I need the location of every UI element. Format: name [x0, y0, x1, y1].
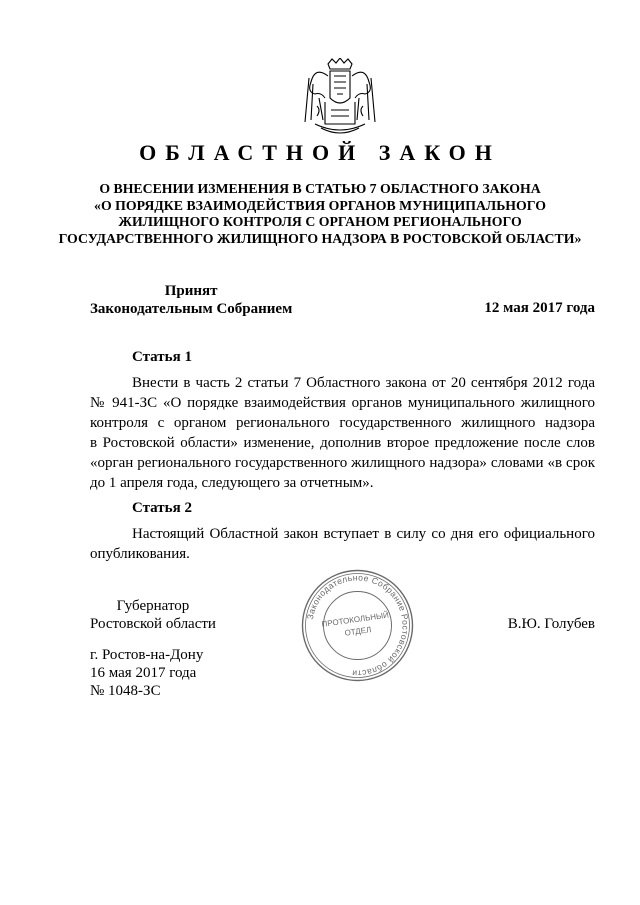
- article-1-text: [90, 373, 595, 493]
- signatory-title-line: Ростовской области: [90, 616, 216, 632]
- subtitle-line: ГОСУДАРСТВЕННОГО ЖИЛИЩНОГО НАДЗОРА В РОСТОВСКОЙ ОБЛАСТИ»: [58, 230, 582, 246]
- article-1-line: в Ростовской области» изменение, дополнив второе предложение после слов: [90, 435, 595, 451]
- article-1-line: Внести в часть 2 статьи 7 Областного закона от 20 сентября 2012 года: [132, 375, 595, 391]
- stamp-inner-line: ПРОТОКОЛЬНЫЙ: [321, 610, 390, 629]
- law-number: № 1048-ЗС: [90, 683, 161, 699]
- signing-date: 16 мая 2017 года: [90, 665, 197, 681]
- article-1-line: контроля с органом регионального государственного жилищного надзора: [90, 415, 595, 431]
- article-1-line: № 941-ЗС «О порядке взаимодействия органов муниципального жилищного: [90, 395, 595, 411]
- article-1-line: «орган регионального государственного жилищного надзора» словами «в срок: [90, 455, 595, 471]
- signatory-title: [90, 597, 216, 633]
- document-subtitle: [40, 181, 600, 247]
- article-1-heading: Статья 1: [132, 349, 192, 365]
- signatory-name: В.Ю. Голубев: [507, 616, 595, 632]
- subtitle-line: ЖИЛИЩНОГО КОНТРОЛЯ С ОРГАНОМ РЕГИОНАЛЬНОГО: [118, 214, 522, 229]
- signatory-title-line: Губернатор: [116, 598, 190, 614]
- coat-of-arms-emblem: [301, 58, 379, 138]
- adopted-date: 12 мая 2017 года: [484, 300, 595, 316]
- article-2-heading: Статья 2: [132, 500, 192, 516]
- adopted-block: [90, 282, 292, 318]
- adopted-by: Законодательным Собранием: [90, 301, 293, 317]
- official-stamp: [300, 568, 415, 683]
- document-title: ОБЛАСТНОЙ ЗАКОН: [139, 140, 501, 165]
- article-2-line: Настоящий Областной закон вступает в силу со дня его официального: [132, 526, 595, 542]
- article-1-line: до 1 апреля года, следующего за отчетным».: [90, 475, 374, 491]
- stamp-outer-text: Законодательное Собрание Ростовской области: [304, 572, 411, 679]
- stamp-inner-line: ОТДЕЛ: [343, 625, 372, 638]
- adopted-label: Принят: [164, 283, 218, 299]
- article-2-text: [90, 524, 595, 564]
- document-footer: [90, 646, 203, 700]
- subtitle-line: О ВНЕСЕНИИ ИЗМЕНЕНИЯ В СТАТЬЮ 7 ОБЛАСТНОГО ЗАКОНА: [99, 181, 541, 196]
- place: г. Ростов-на-Дону: [90, 647, 204, 663]
- article-2-line: опубликования.: [90, 546, 190, 562]
- subtitle-line: «О ПОРЯДКЕ ВЗАИМОДЕЙСТВИЯ ОРГАНОВ МУНИЦИПАЛЬНОГО: [94, 197, 546, 213]
